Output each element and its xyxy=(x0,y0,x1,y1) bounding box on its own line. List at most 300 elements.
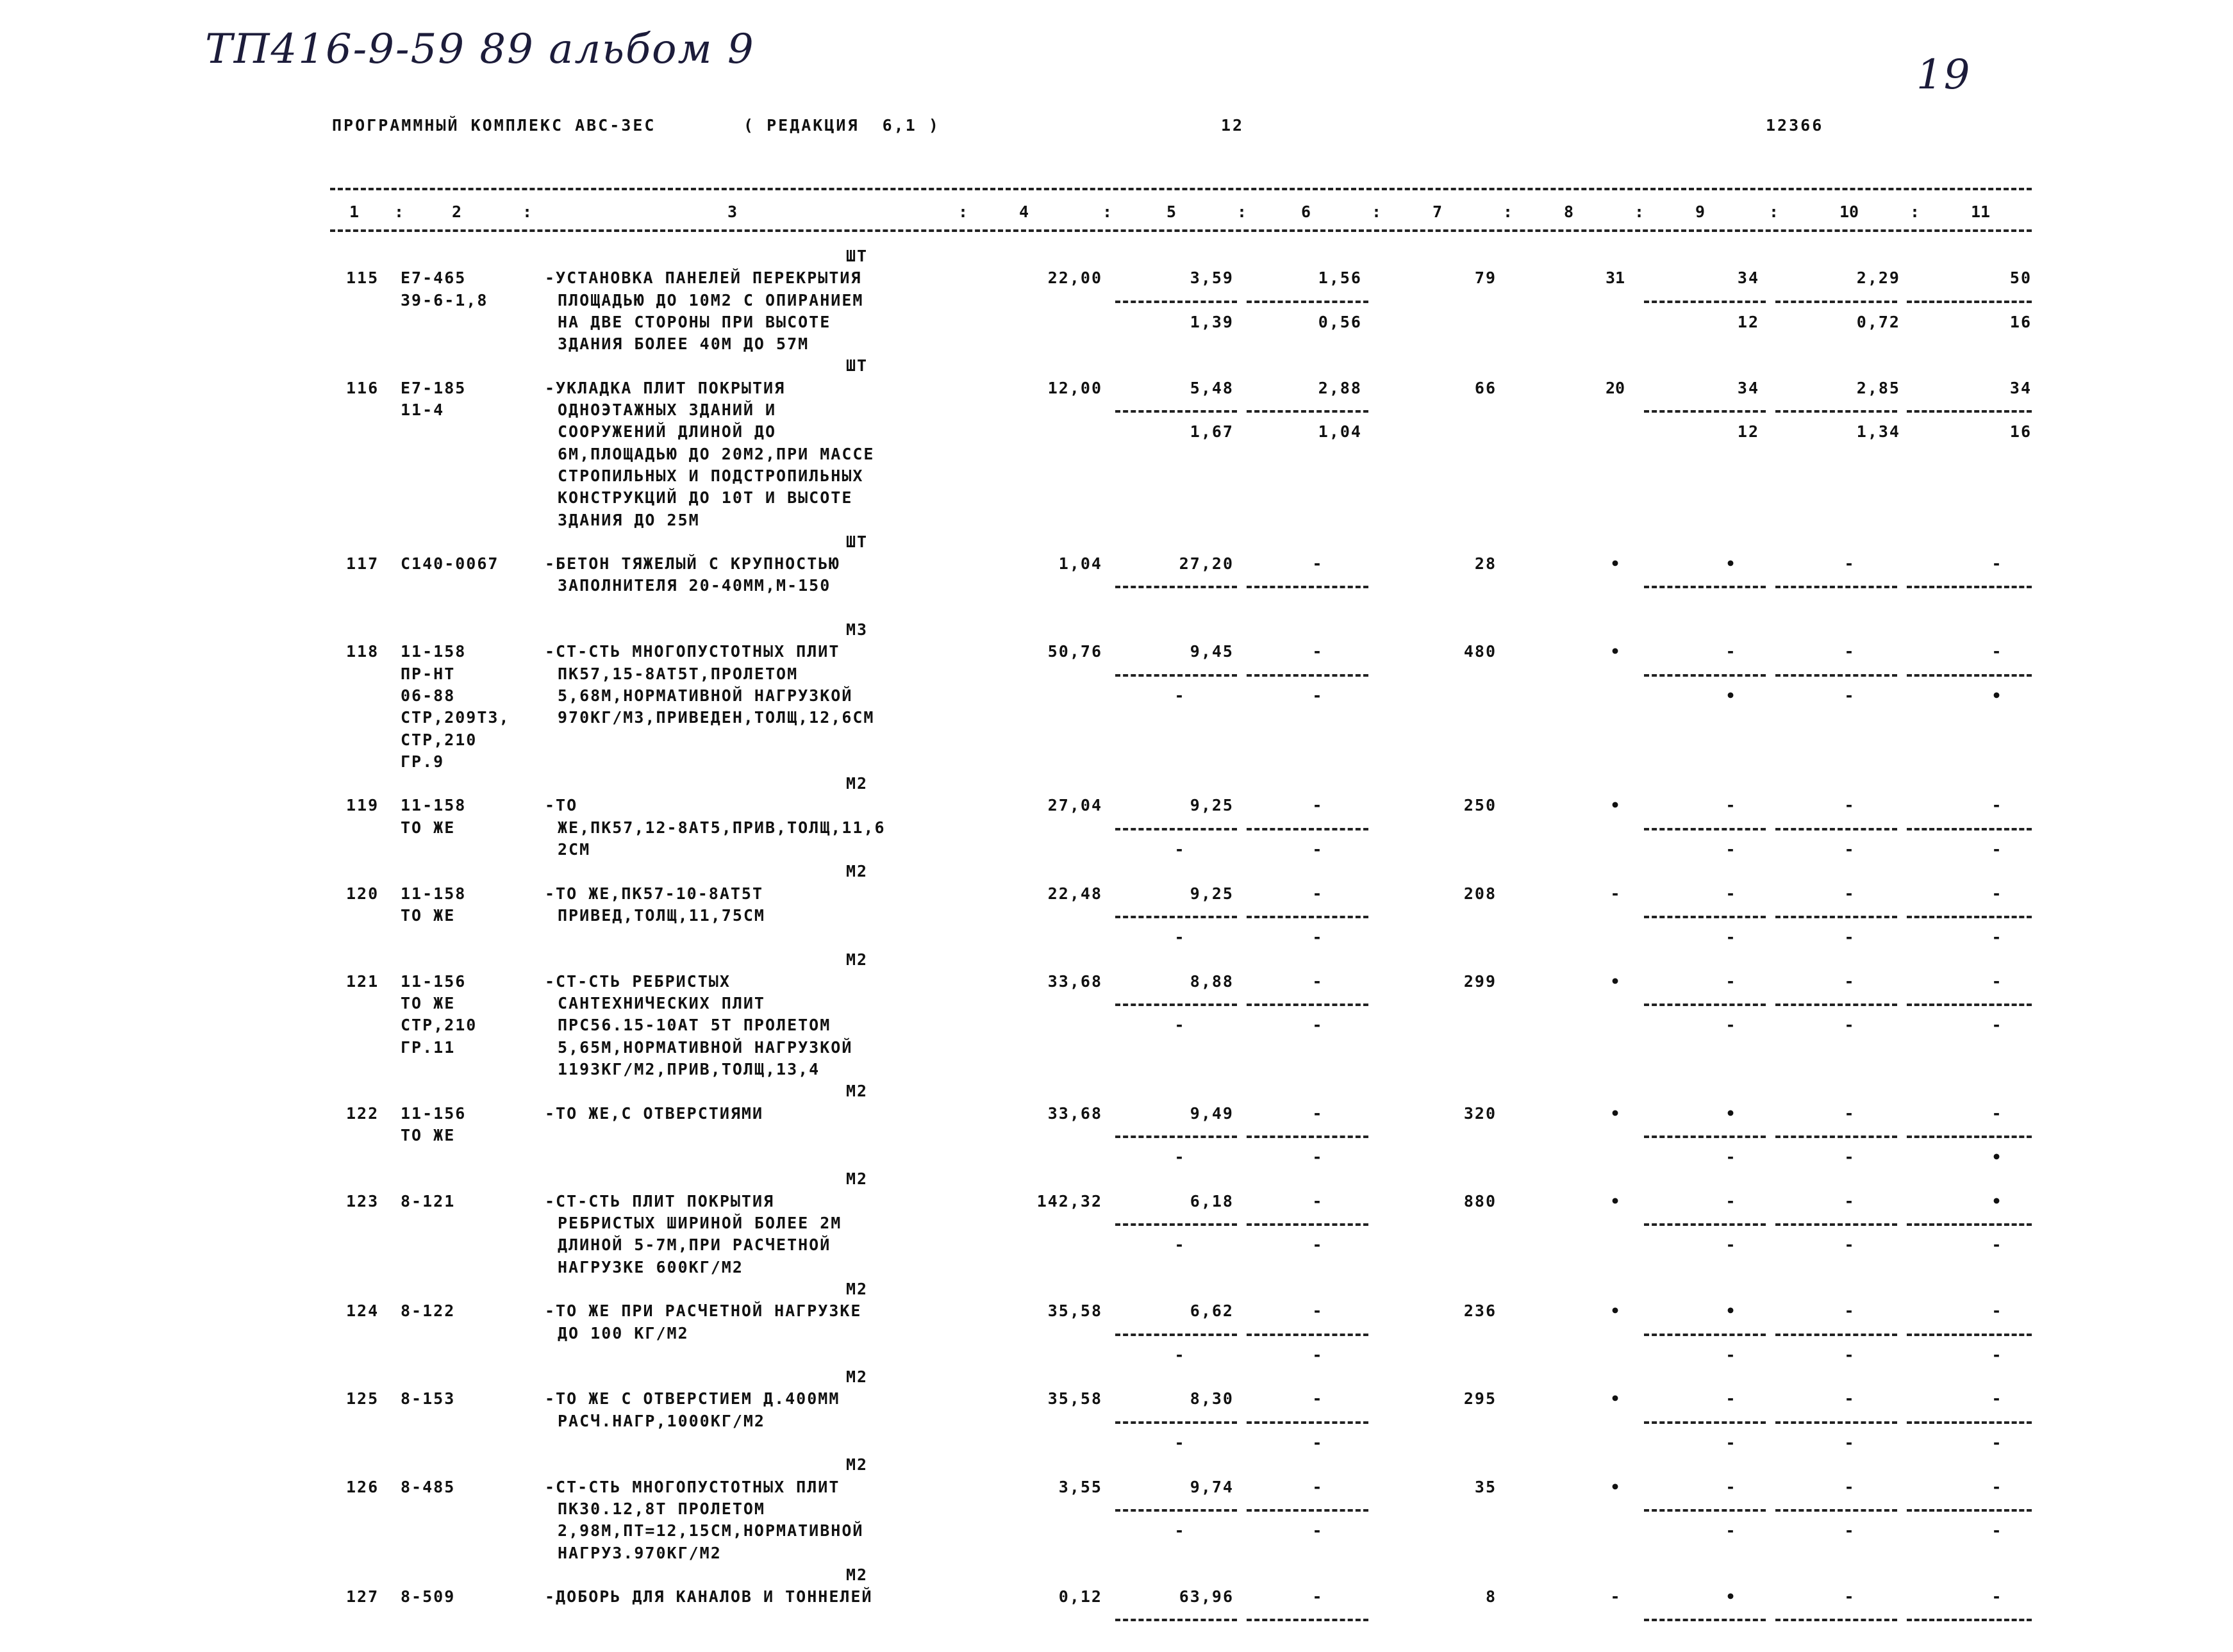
cost-value: - xyxy=(1844,1477,1854,1496)
work-description: СТРОПИЛЬНЫХ И ПОДСТРОПИЛЬНЫХ xyxy=(558,466,864,485)
cell-divider xyxy=(1644,828,1766,830)
work-description: -ТО xyxy=(545,796,578,815)
cell-divider xyxy=(1247,301,1368,303)
table-row xyxy=(0,355,2233,531)
cell-divider xyxy=(1775,1509,1897,1512)
cost-value: • xyxy=(1991,1148,2002,1167)
unit-label: М3 xyxy=(846,620,868,640)
total-value: - xyxy=(1610,884,1620,903)
column-header-11: 11 xyxy=(1971,202,1991,221)
table-row xyxy=(0,1103,2233,1191)
cell-divider xyxy=(1775,1334,1897,1336)
cost-value: - xyxy=(1312,642,1322,661)
quantity: 3,55 xyxy=(1058,1477,1102,1496)
cost-value: 3,59 xyxy=(1190,268,1234,288)
work-description: ДО 100 КГ/М2 xyxy=(558,1323,689,1342)
total-value: 236 xyxy=(1463,1301,1497,1321)
cell-divider xyxy=(1775,1619,1897,1621)
norm-code: ПР-НТ xyxy=(401,664,456,683)
total-value: • xyxy=(1610,1191,1620,1210)
cost-value: 16 xyxy=(2009,312,2032,331)
cell-divider xyxy=(1115,1421,1237,1424)
cost-value: 9,49 xyxy=(1190,1103,1234,1123)
print-number: 12366 xyxy=(1766,116,1824,135)
cost-value: - xyxy=(1844,1148,1854,1167)
cell-divider xyxy=(1247,828,1368,830)
cost-value: 2,29 xyxy=(1856,268,1900,288)
program-name: ПРОГРАММНЫЙ КОМПЛЕКС АВС-3ЕС xyxy=(332,116,656,135)
work-description: -ТО ЖЕ,С ОТВЕРСТИЯМИ xyxy=(545,1103,764,1123)
row-number: 121 xyxy=(346,971,379,991)
cost-value: - xyxy=(1844,1235,1854,1255)
cost-value: - xyxy=(1312,1477,1322,1496)
cost-value: - xyxy=(1844,796,1854,815)
column-separator: : xyxy=(958,202,968,221)
work-description: 2,98М,ПТ=12,15СМ,НОРМАТИВНОЙ xyxy=(558,1521,864,1540)
cell-divider xyxy=(1115,1509,1237,1512)
table-row xyxy=(0,1586,2233,1652)
work-description: -СТ-СТЬ МНОГОПУСТОТНЫХ ПЛИТ xyxy=(545,642,840,661)
total-value: • xyxy=(1610,971,1620,991)
cost-value: • xyxy=(1725,1301,1736,1321)
cell-divider xyxy=(1907,1334,2032,1336)
cell-divider xyxy=(1907,1421,2032,1424)
norm-code: 8-121 xyxy=(401,1191,456,1210)
cell-divider xyxy=(1907,674,2032,677)
cell-divider xyxy=(1644,586,1766,588)
cost-value: 1,39 xyxy=(1190,312,1234,331)
cost-value: • xyxy=(1725,1103,1736,1123)
cost-value: - xyxy=(1844,884,1854,903)
work-description: -ТО ЖЕ,ПК57-10-8АТ5Т xyxy=(545,884,764,903)
cost-value: - xyxy=(1174,1433,1184,1453)
total-value: • xyxy=(1610,554,1620,574)
quantity: 27,04 xyxy=(1047,796,1102,815)
estimate-table xyxy=(0,245,2233,1652)
unit-label: ШТ xyxy=(846,247,868,265)
program-edition: ( РЕДАКЦИЯ 6,1 ) xyxy=(743,116,940,135)
total-value: 28 xyxy=(1474,554,1497,574)
total-value: - xyxy=(1610,1587,1620,1607)
norm-code: 11-156 xyxy=(401,971,467,991)
row-number: 118 xyxy=(346,642,379,661)
work-description: -УКЛАДКА ПЛИТ ПОКРЫТИЯ xyxy=(545,378,786,397)
cost-value: - xyxy=(1844,1521,1854,1540)
quantity: 0,12 xyxy=(1058,1587,1102,1607)
cell-divider xyxy=(1115,828,1237,830)
unit-label: М2 xyxy=(846,862,868,881)
table-row xyxy=(0,1300,2233,1388)
work-description: ПРС56.15-10АТ 5Т ПРОЛЕТОМ xyxy=(558,1016,831,1035)
cost-value: - xyxy=(1312,1103,1322,1123)
cell-divider xyxy=(1247,1509,1368,1512)
cost-value: 9,25 xyxy=(1190,884,1234,903)
column-separator: : xyxy=(394,202,404,221)
cost-value: 9,45 xyxy=(1190,642,1234,661)
total-value: 880 xyxy=(1463,1191,1497,1210)
cell-divider xyxy=(1775,828,1897,830)
cell-divider xyxy=(1115,1334,1237,1336)
cost-value: - xyxy=(1991,1301,2002,1321)
column-header-6: 6 xyxy=(1301,202,1311,221)
cost-value: - xyxy=(1725,1016,1736,1035)
total-value: 295 xyxy=(1463,1389,1497,1408)
cost-value: - xyxy=(1312,1148,1322,1167)
cell-divider xyxy=(1247,1136,1368,1138)
cell-divider xyxy=(1247,1004,1368,1006)
cell-divider xyxy=(1644,1619,1766,1621)
work-description: ЗДАНИЯ ДО 25М xyxy=(558,510,700,529)
cost-value: - xyxy=(1174,1148,1184,1167)
cell-divider xyxy=(1907,1223,2032,1226)
norm-code: ТО ЖЕ xyxy=(401,818,456,837)
work-description: -СТ-СТЬ МНОГОПУСТОТНЫХ ПЛИТ xyxy=(545,1477,840,1496)
cost-value: 9,25 xyxy=(1190,796,1234,815)
cost-value: - xyxy=(1991,554,2002,574)
work-description: РЕБРИСТЫХ ШИРИНОЙ БОЛЕЕ 2М xyxy=(558,1214,842,1233)
cost-value: 2,88 xyxy=(1318,378,1362,397)
cost-value: - xyxy=(1174,1016,1184,1035)
work-description: НАГРУЗ.970КГ/М2 xyxy=(558,1543,722,1562)
work-description: 970КГ/М3,ПРИВЕДЕН,ТОЛЩ,12,6СМ xyxy=(558,708,875,727)
total-value: 20 xyxy=(1605,378,1625,397)
column-header-10: 10 xyxy=(1839,202,1859,221)
cost-value: - xyxy=(1725,884,1736,903)
column-separator: : xyxy=(1102,202,1113,221)
column-separator: : xyxy=(1237,202,1247,221)
cost-value: 27,20 xyxy=(1179,554,1234,574)
cost-value: - xyxy=(1844,1016,1854,1035)
cost-value: 12 xyxy=(1737,312,1759,331)
cost-value: - xyxy=(1844,1433,1854,1453)
header-rule-top xyxy=(330,188,2032,190)
cost-value: 1,34 xyxy=(1856,422,1900,442)
cost-value: 1,67 xyxy=(1190,422,1234,442)
work-description: ПРИВЕД,ТОЛЩ,11,75СМ xyxy=(558,905,765,925)
unit-label: ШТ xyxy=(846,356,868,376)
cost-value: - xyxy=(1312,1016,1322,1035)
cost-value: - xyxy=(1174,1521,1184,1540)
cost-value: - xyxy=(1991,1587,2002,1607)
cost-value: 8,88 xyxy=(1190,971,1234,991)
table-row xyxy=(0,245,2233,355)
quantity: 50,76 xyxy=(1047,642,1102,661)
work-description: -УСТАНОВКА ПАНЕЛЕЙ ПЕРЕКРЫТИЯ xyxy=(545,268,862,288)
cell-divider xyxy=(1775,410,1897,413)
total-value: • xyxy=(1610,1477,1620,1496)
cell-divider xyxy=(1644,1421,1766,1424)
work-description: ПЛОЩАДЬЮ ДО 10М2 С ОПИРАНИЕМ xyxy=(558,290,864,310)
column-header-8: 8 xyxy=(1564,202,1574,221)
work-description: -СТ-СТЬ РЕБРИСТЫХ xyxy=(545,971,731,991)
cost-value: 1,56 xyxy=(1318,268,1362,288)
cost-value: - xyxy=(1844,928,1854,947)
total-value: 320 xyxy=(1463,1103,1497,1123)
cost-value: - xyxy=(1991,840,2002,859)
cost-value: - xyxy=(1174,840,1184,859)
cell-divider xyxy=(1644,916,1766,918)
norm-code: 8-122 xyxy=(401,1301,456,1321)
page-number: 19 xyxy=(1916,51,1972,99)
table-row xyxy=(0,1388,2233,1476)
cell-divider xyxy=(1907,301,2032,303)
cell-divider xyxy=(1775,301,1897,303)
cell-divider xyxy=(1775,1223,1897,1226)
row-number: 123 xyxy=(346,1191,379,1210)
cell-divider xyxy=(1644,1334,1766,1336)
cost-value: - xyxy=(1312,1191,1322,1210)
cost-value: - xyxy=(1725,1521,1736,1540)
cost-value: - xyxy=(1991,796,2002,815)
work-description: ЖЕ,ПК57,12-8АТ5,ПРИВ,ТОЛЩ,11,6 xyxy=(558,818,886,837)
total-value: • xyxy=(1610,1389,1620,1408)
norm-code: СТР,210 xyxy=(401,730,477,749)
cost-value: 5,48 xyxy=(1190,378,1234,397)
cell-divider xyxy=(1644,1509,1766,1512)
cell-divider xyxy=(1775,1136,1897,1138)
cell-divider xyxy=(1115,1136,1237,1138)
column-header-5: 5 xyxy=(1166,202,1177,221)
cost-value: 16 xyxy=(2009,422,2032,442)
unit-label: М2 xyxy=(846,1082,868,1101)
work-description: -ТО ЖЕ С ОТВЕРСТИЕМ Д.400ММ xyxy=(545,1389,840,1408)
cost-value: - xyxy=(1312,884,1322,903)
work-description: САНТЕХНИЧЕСКИХ ПЛИТ xyxy=(558,994,765,1013)
cost-value: 0,56 xyxy=(1318,312,1362,331)
norm-code: 06-88 xyxy=(401,686,456,705)
cost-value: - xyxy=(1844,686,1854,705)
cost-value: 2,85 xyxy=(1856,378,1900,397)
cost-value: - xyxy=(1725,1235,1736,1255)
cost-value: - xyxy=(1991,884,2002,903)
total-value: • xyxy=(1610,1301,1620,1321)
cost-value: - xyxy=(1312,1389,1322,1408)
work-description: -СТ-СТЬ ПЛИТ ПОКРЫТИЯ xyxy=(545,1191,775,1210)
cost-value: - xyxy=(1725,642,1736,661)
handwritten-title: ТП416-9-59 89 альбом 9 xyxy=(205,26,755,73)
cost-value: - xyxy=(1844,642,1854,661)
norm-code: 11-158 xyxy=(401,884,467,903)
table-row xyxy=(0,795,2233,882)
cost-value: - xyxy=(1312,686,1322,705)
cell-divider xyxy=(1644,674,1766,677)
unit-label: М2 xyxy=(846,950,868,969)
cost-value: - xyxy=(1312,554,1322,574)
cell-divider xyxy=(1644,1136,1766,1138)
cell-divider xyxy=(1907,916,2032,918)
norm-code: ТО ЖЕ xyxy=(401,1125,456,1144)
cost-value: - xyxy=(1174,928,1184,947)
cost-value: 1,04 xyxy=(1318,422,1362,442)
norm-code: 11-158 xyxy=(401,796,467,815)
row-number: 116 xyxy=(346,378,379,397)
print-code: 12 xyxy=(1221,116,1245,135)
cell-divider xyxy=(1775,674,1897,677)
cost-value: - xyxy=(1844,554,1854,574)
cost-value: • xyxy=(1991,686,2002,705)
column-header-7: 7 xyxy=(1432,202,1443,221)
work-description: ПК57,15-8АТ5Т,ПРОЛЕТОМ xyxy=(558,664,799,683)
cell-divider xyxy=(1775,1004,1897,1006)
column-header-2: 2 xyxy=(452,202,462,221)
cost-value: 6,62 xyxy=(1190,1301,1234,1321)
norm-code: СТР,209Т3, xyxy=(401,708,510,727)
cost-value: 34 xyxy=(1737,268,1759,288)
cell-divider xyxy=(1115,916,1237,918)
cell-divider xyxy=(1907,1004,2032,1006)
cost-value: - xyxy=(1725,1148,1736,1167)
column-separator: : xyxy=(1634,202,1645,221)
quantity: 33,68 xyxy=(1047,1103,1102,1123)
column-separator: : xyxy=(1372,202,1382,221)
cost-value: - xyxy=(1725,971,1736,991)
cost-value: - xyxy=(1991,1433,2002,1453)
cell-divider xyxy=(1644,1223,1766,1226)
work-description: 5,65М,НОРМАТИВНОЙ НАГРУЗКОЙ xyxy=(558,1037,853,1057)
table-row xyxy=(0,883,2233,971)
cost-value: - xyxy=(1312,971,1322,991)
row-number: 124 xyxy=(346,1301,379,1321)
column-separator: : xyxy=(1503,202,1513,221)
cost-value: 9,74 xyxy=(1190,1477,1234,1496)
cell-divider xyxy=(1115,1619,1237,1621)
cost-value: 63,96 xyxy=(1179,1587,1234,1607)
cell-divider xyxy=(1247,1223,1368,1226)
quantity: 35,58 xyxy=(1047,1301,1102,1321)
total-value: 31 xyxy=(1605,268,1625,288)
norm-code: ТО ЖЕ xyxy=(401,994,456,1013)
row-number: 120 xyxy=(346,884,379,903)
work-description: -БЕТОН ТЯЖЕЛЫЙ С КРУПНОСТЬЮ xyxy=(545,554,840,574)
norm-code: 8-485 xyxy=(401,1477,456,1496)
cell-divider xyxy=(1907,1509,2032,1512)
cell-divider xyxy=(1907,1619,2032,1621)
norm-code: С140-0067 xyxy=(401,554,499,574)
cost-value: - xyxy=(1312,1345,1322,1364)
work-description: -ТО ЖЕ ПРИ РАСЧЕТНОЙ НАГРУЗКЕ xyxy=(545,1301,862,1321)
cell-divider xyxy=(1907,828,2032,830)
cell-divider xyxy=(1775,916,1897,918)
cell-divider xyxy=(1247,916,1368,918)
cost-value: - xyxy=(1844,1103,1854,1123)
unit-label: М2 xyxy=(846,1367,868,1387)
cost-value: - xyxy=(1725,1433,1736,1453)
work-description: 2СМ xyxy=(558,840,591,859)
cell-divider xyxy=(1907,586,2032,588)
cost-value: - xyxy=(1991,1345,2002,1364)
column-separator: : xyxy=(1910,202,1920,221)
cost-value: - xyxy=(1844,1301,1854,1321)
cell-divider xyxy=(1907,410,2032,413)
cost-value: - xyxy=(1312,1587,1322,1607)
work-description: 6М,ПЛОЩАДЬЮ ДО 20М2,ПРИ МАССЕ xyxy=(558,444,875,463)
norm-code: ГР.9 xyxy=(401,752,445,771)
header-rule-bottom xyxy=(330,229,2032,232)
cost-value: - xyxy=(1312,840,1322,859)
cell-divider xyxy=(1115,674,1237,677)
cell-divider xyxy=(1247,586,1368,588)
column-separator: : xyxy=(522,202,533,221)
cell-divider xyxy=(1644,301,1766,303)
quantity: 1,04 xyxy=(1058,554,1102,574)
total-value: 35 xyxy=(1474,1477,1497,1496)
work-description: ОДНОЭТАЖНЫХ ЗДАНИЙ И xyxy=(558,401,777,420)
unit-label: М2 xyxy=(846,1279,868,1298)
cost-value: 0,72 xyxy=(1856,312,1900,331)
table-row xyxy=(0,641,2233,795)
norm-code: ГР.11 xyxy=(401,1037,456,1057)
norm-code: 39-6-1,8 xyxy=(401,290,488,310)
cell-divider xyxy=(1247,410,1368,413)
row-number: 126 xyxy=(346,1477,379,1496)
column-separator: : xyxy=(1769,202,1779,221)
cost-value: - xyxy=(1312,1433,1322,1453)
quantity: 22,48 xyxy=(1047,884,1102,903)
work-description: СООРУЖЕНИЙ ДЛИНОЙ ДО xyxy=(558,422,777,442)
cost-value: - xyxy=(1991,1477,2002,1496)
cost-value: - xyxy=(1844,1191,1854,1210)
cost-value: - xyxy=(1312,796,1322,815)
cost-value: - xyxy=(1725,1477,1736,1496)
total-value: 480 xyxy=(1463,642,1497,661)
work-description: КОНСТРУКЦИЙ ДО 10Т И ВЫСОТЕ xyxy=(558,488,853,508)
unit-label: М2 xyxy=(846,774,868,793)
work-description: -ДОБОРЬ ДЛЯ КАНАЛОВ И ТОННЕЛЕЙ xyxy=(545,1587,873,1607)
cost-value: - xyxy=(1844,1587,1854,1607)
cost-value: 12 xyxy=(1737,422,1759,442)
work-description: 1193КГ/М2,ПРИВ,ТОЛЩ,13,4 xyxy=(558,1059,820,1078)
work-description: ДЛИНОЙ 5-7М,ПРИ РАСЧЕТНОЙ xyxy=(558,1235,831,1255)
cost-value: - xyxy=(1312,928,1322,947)
unit-label: М2 xyxy=(846,1455,868,1474)
unit-label: М2 xyxy=(846,1565,868,1584)
norm-code: Е7-465 xyxy=(401,268,467,288)
work-description: ЗАПОЛНИТЕЛЯ 20-40ММ,М-150 xyxy=(558,576,831,595)
cell-divider xyxy=(1644,1004,1766,1006)
norm-code: 11-156 xyxy=(401,1103,467,1123)
cell-divider xyxy=(1644,410,1766,413)
cost-value: - xyxy=(1174,686,1184,705)
work-description: НА ДВЕ СТОРОНЫ ПРИ ВЫСОТЕ xyxy=(558,312,831,331)
cost-value: 34 xyxy=(2009,378,2032,397)
cost-value: 50 xyxy=(2009,268,2032,288)
cell-divider xyxy=(1115,301,1237,303)
total-value: • xyxy=(1610,1103,1620,1123)
column-header-3: 3 xyxy=(727,202,738,221)
norm-code: 11-4 xyxy=(401,401,445,420)
cell-divider xyxy=(1775,1421,1897,1424)
cost-value: - xyxy=(1725,840,1736,859)
cell-divider xyxy=(1907,1136,2032,1138)
cost-value: - xyxy=(1991,1235,2002,1255)
cost-value: - xyxy=(1844,1389,1854,1408)
cell-divider xyxy=(1775,586,1897,588)
cost-value: - xyxy=(1844,971,1854,991)
norm-code: 11-158 xyxy=(401,642,467,661)
cost-value: - xyxy=(1991,1389,2002,1408)
cost-value: • xyxy=(1991,1191,2002,1210)
cost-value: - xyxy=(1725,1345,1736,1364)
cost-value: - xyxy=(1312,1521,1322,1540)
quantity: 12,00 xyxy=(1047,378,1102,397)
column-header-9: 9 xyxy=(1695,202,1706,221)
cost-value: - xyxy=(1312,1235,1322,1255)
cell-divider xyxy=(1247,1421,1368,1424)
unit-label: М2 xyxy=(846,1169,868,1189)
cost-value: - xyxy=(1991,642,2002,661)
quantity: 22,00 xyxy=(1047,268,1102,288)
work-description: НАГРУЗКЕ 600КГ/М2 xyxy=(558,1257,743,1276)
